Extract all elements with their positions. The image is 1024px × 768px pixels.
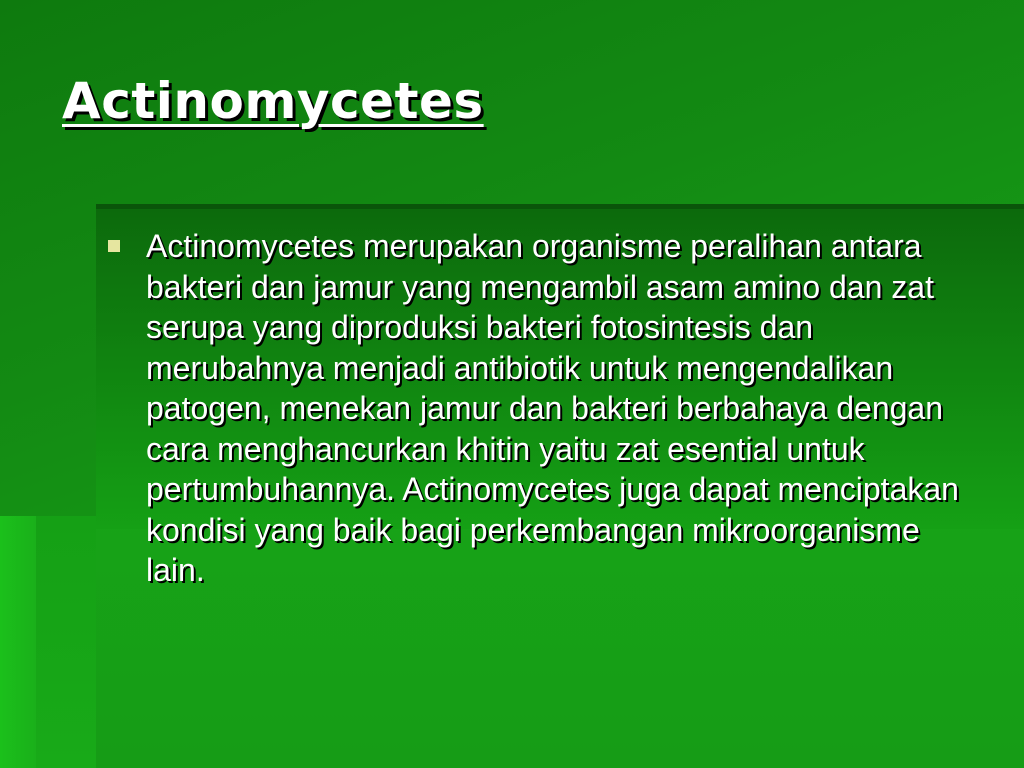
square-bullet-icon (108, 240, 120, 252)
background-panel-left (0, 516, 36, 768)
bullet-text: Actinomycetes merupakan organisme peralihan antara bakteri dan jamur yang mengambil asam amino dan zat serupa yang diproduksi bakteri fotosintesis dan merubahnya menjadi antibiotik untuk mengendalikan patogen, menekan jamur dan bakteri berbahaya dengan cara menghancurkan khitin yaitu zat esential untuk pertumbuhannya. Actinomycetes juga dapat menciptakan kondisi yang baik bagi perkembangan mikroorganisme lain. (146, 228, 959, 588)
bullet-item (108, 226, 988, 591)
slide-body (108, 226, 988, 591)
slide-title: Actinomycetes (62, 72, 484, 130)
